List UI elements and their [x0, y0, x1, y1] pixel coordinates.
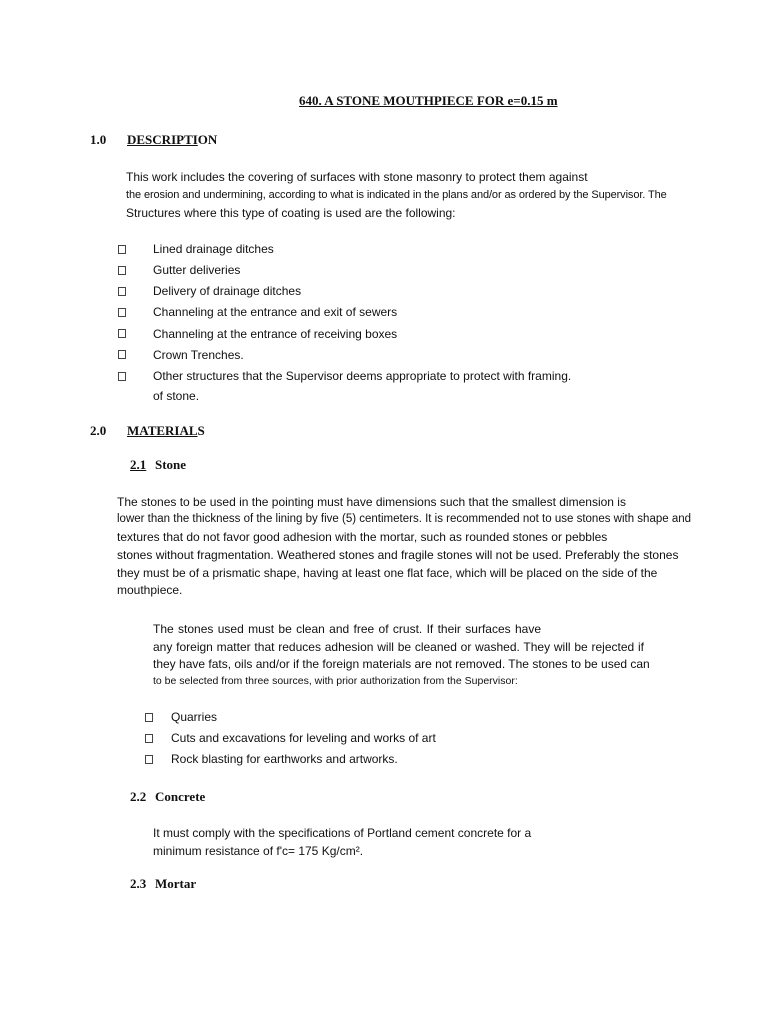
- checkbox-bullet-icon: [118, 350, 126, 359]
- subsection-number: 2.1: [130, 457, 147, 472]
- stone-para1-line-5: they must be of a prismatic shape, having at least one flat face, which will be placed on the side of the: [117, 566, 658, 580]
- list-item: Cuts and excavations for leveling and works of art: [171, 731, 436, 745]
- checkbox-bullet-icon: [145, 734, 153, 743]
- list-item: Crown Trenches.: [153, 348, 244, 362]
- stone-para1-line-6: mouthpiece.: [117, 583, 183, 597]
- checkbox-bullet-icon: [145, 755, 153, 764]
- list-item: Rock blasting for earthworks and artworks.: [171, 752, 398, 766]
- subsection-heading-stone: [130, 457, 186, 473]
- subsection-heading-concrete: [130, 789, 205, 805]
- section-heading-underlined: MATERIAL: [127, 423, 198, 438]
- checkbox-bullet-icon: [118, 245, 126, 254]
- subsection-title: Mortar: [155, 876, 197, 891]
- stone-para1-line-1: The stones to be used in the pointing must have dimensions such that the smallest dimension is: [117, 495, 626, 509]
- intro-line-2: the erosion and undermining, according to what is indicated in the plans and/or as ordered by the Supervisor. The: [126, 189, 667, 201]
- section-number: 2.0: [90, 423, 107, 438]
- concrete-para-line-1: It must comply with the specifications of Portland cement concrete for a: [153, 826, 532, 840]
- list-item: Channeling at the entrance and exit of sewers: [153, 305, 398, 319]
- intro-line-1: This work includes the covering of surfaces with stone masonry to protect them against: [126, 170, 588, 184]
- intro-line-3: Structures where this type of coating is used are the following:: [126, 206, 456, 220]
- section-heading-rest: ON: [197, 132, 218, 147]
- checkbox-bullet-icon: [118, 329, 126, 338]
- subsection-title: Stone: [155, 457, 187, 472]
- stone-para1-line-2: lower than the thickness of the lining by five (5) centimeters. It is recommended not to use stones with shape and: [117, 513, 692, 525]
- stone-para2-line-2: any foreign matter that reduces adhesion will be cleaned or washed. They will be rejected if: [153, 640, 644, 654]
- document-title: 640. A STONE MOUTHPIECE FOR e=0.15 m: [299, 93, 558, 108]
- stone-para2-line-4: to be selected from three sources, with prior authorization from the Supervisor:: [153, 675, 518, 687]
- list-item: Quarries: [171, 710, 218, 724]
- subsection-number: 2.3: [130, 876, 147, 891]
- stone-para1-line-4: stones without fragmentation. Weathered stones and fragile stones will not be used. Preferably the stones: [117, 548, 679, 562]
- checkbox-bullet-icon: [118, 372, 126, 381]
- section-number: 1.0: [90, 132, 107, 147]
- section-heading-materials: [90, 423, 205, 439]
- stone-para2-line-1: The stones used must be clean and free of crust. If their surfaces have: [153, 622, 541, 636]
- list-item: Lined drainage ditches: [153, 242, 274, 256]
- subsection-number: 2.2: [130, 789, 147, 804]
- stone-para2-line-3: they have fats, oils and/or if the foreign materials are not removed. The stones to be used can: [153, 657, 650, 671]
- list-item: Other structures that the Supervisor deems appropriate to protect with framing.: [153, 369, 572, 383]
- section-heading-description: [90, 132, 217, 148]
- list-item: Gutter deliveries: [153, 263, 241, 277]
- list-item: Delivery of drainage ditches: [153, 284, 302, 298]
- concrete-para-line-2: minimum resistance of f'c= 175 Kg/cm².: [153, 844, 364, 858]
- checkbox-bullet-icon: [118, 287, 126, 296]
- checkbox-bullet-icon: [145, 713, 153, 722]
- stone-para1-line-3: textures that do not favor good adhesion with the mortar, such as rounded stones or pebbles: [117, 530, 608, 544]
- section-heading-underlined: DESCRIPTI: [127, 132, 198, 147]
- list-item-continuation: of stone.: [153, 389, 200, 403]
- subsection-heading-mortar: [130, 876, 196, 892]
- list-item: Channeling at the entrance of receiving boxes: [153, 327, 398, 341]
- checkbox-bullet-icon: [118, 266, 126, 275]
- subsection-title: Concrete: [155, 789, 206, 804]
- section-heading-rest: S: [197, 423, 205, 438]
- checkbox-bullet-icon: [118, 308, 126, 317]
